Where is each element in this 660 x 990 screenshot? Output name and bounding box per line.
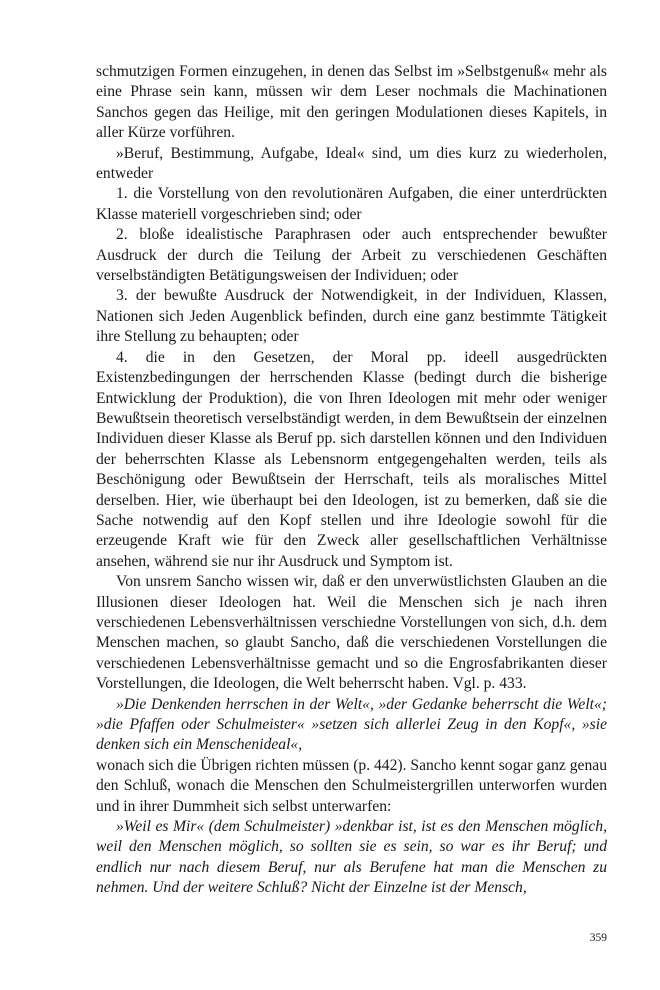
quote-schoolmaster: »Weil es Mir« (dem Schulmeister) »denkbar ist, ist es den Menschen möglich, weil den Menschen möglich, so sollten sie es sein, so war es ihr Beruf; und endlich nur nach diesem Beruf, nur als Berufene hat man die Menschen zu nehmen. Und der weitere Schluß? Nicht der Einzelne ist der Mensch, [96,818,607,897]
page-number: 359 [589,932,607,944]
list-item-1: 1. die Vorstellung von den revolutionären Aufgaben, die einer unterdrückten Klasse materiell vorgeschrieben sind; oder [96,185,607,223]
paragraph-conclusion: wonach sich die Übrigen richten müssen (p. 442). Sancho kennt sogar ganz genau den Schluß, wonach die Menschen den Schulmeistergrillen unterworfen wurden und in ihrer Dummheit sich selbst unterwarfen: [96,756,607,815]
list-item-4: 4. die in den Gesetzen, der Moral pp. ideell ausgedrückten Existenzbedingungen der herrschenden Klasse (bedingt durch die bisherige Entwicklung der Produktion), die von Ihren Ideologen mit mehr oder weniger Bewußtsein theoretisch verselbständigt werden, in dem Bewußtsein der einzelnen Individuen dieser Klasse als Beruf pp. sich darstellen können und den Individuen der beherrschten Klasse als Lebensnorm entgegengehalten werden, teils als Beschönigung oder Bewußtsein der Herrschaft, teils als moralisches Mittel derselben. Hier, wie überhaupt bei den Ideologen, ist zu bemerken, daß sie die Sache notwendig auf den Kopf stellen und ihre Ideologie sowohl für die erzeugende Kraft wie für den Zweck aller gesellschaftlichen Verhältnisse ansehen, während sie nur ihr Ausdruck und Symptom ist. [96,348,607,570]
paragraph-continuation: schmutzigen Formen einzugehen, in denen das Selbst im »Selbstgenuß« mehr als eine Phrase sein kann, müssen wir dem Leser nochmals die Machinationen Sanchos gegen das Heilige, mit den geringen Modulationen dieses Kapitels, in aller Kürze vorführen. [96,63,607,142]
paragraph-definition-intro: »Beruf, Bestimmung, Aufgabe, Ideal« sind, um dies kurz zu wiederholen, entweder [96,144,607,183]
list-item-3: 3. der bewußte Ausdruck der Notwendigkeit, in der Individuen, Klassen, Nationen sich Jeden Augenblick befinden, durch eine ganz bestimmte Tätigkeit ihre Stellung zu behaupten; oder [96,287,607,346]
quote-thinkers: »Die Denkenden herrschen in der Welt«, »der Gedanke beherrscht die Welt«; »die Pfaffen oder Schulmeister« »setzen sich allerlei Zeug in den Kopf«, »sie denken sich ein Menschenideal«, [96,695,607,754]
paragraph-sancho: Von unsrem Sancho wissen wir, daß er den unverwüstlichsten Glauben an die Illusionen dieser Ideologen hat. Weil die Menschen sich je nach ihren verschiedenen Lebensverhältnissen verschiedne Vorstellungen von sich, d.h. dem Menschen machen, so glaubt Sancho, daß die verschiedenen Vorstellungen die verschiedenen Lebensverhältnisse gemacht und so die Engrosfabrikanten dieser Vorstellungen, die Ideologen, die Welt beherrscht haben. Vgl. p. 433. [96,573,607,693]
list-item-2: 2. bloße idealistische Paraphrasen oder auch entsprechender bewußter Ausdruck der durch die Teilung der Arbeit zu verschiedenen Geschäften verselbständigten Betätigungsweisen der Individuen; oder [96,226,607,285]
page-body [96,62,607,899]
